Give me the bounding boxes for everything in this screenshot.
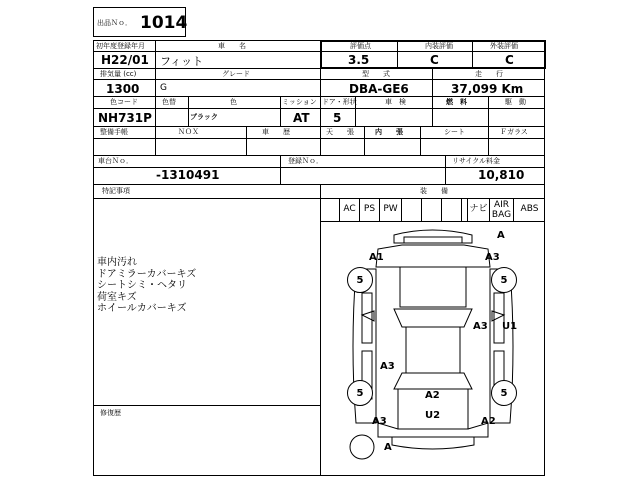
mark-front-a: A [497, 230, 505, 241]
year-label: 初年度登録年月 [96, 42, 145, 50]
grade-value: G [160, 83, 167, 93]
equipment-label: 装 備 [420, 187, 448, 195]
tire-rear-left: 5 [347, 380, 373, 406]
registration-label: 登録Ｎｏ． [288, 157, 323, 165]
recycle-value: 10,810 [478, 168, 525, 182]
remark-item: ドアミラーカバーキズ [97, 268, 197, 280]
score-label: 評価点 [350, 42, 371, 50]
equipment-ac: AC [340, 198, 360, 222]
mark-front-right-a3: A3 [485, 252, 500, 263]
displacement-value: 1300 [106, 82, 140, 96]
grade-label: グレード [222, 70, 250, 78]
mark-front-left-a1: A1 [369, 252, 384, 263]
doors-value: 5 [333, 111, 342, 125]
ceiling-label: 天 張 [326, 128, 354, 136]
model-label: 型 式 [362, 70, 390, 78]
manual-label: 整備手帳 [100, 128, 128, 136]
lot-number: 1014 [140, 13, 188, 33]
equipment-cell-blank [320, 198, 340, 222]
remark-item: ホイールカバーキズ [97, 303, 187, 314]
lot-number-label: 出品Ｎｏ． [97, 19, 132, 27]
interior-label: 内装評価 [425, 42, 453, 50]
remarks-list [97, 257, 317, 315]
equipment-grid [320, 198, 545, 222]
color-label: 色 [230, 98, 237, 106]
fuel-label: 燃 料 [446, 98, 467, 106]
exterior-value: C [505, 53, 514, 67]
mission-value: AT [293, 111, 310, 125]
equipment-pw: PW [380, 198, 402, 222]
mark-wheel-a: A [384, 442, 392, 453]
mark-mid-right-u1: U1 [502, 321, 518, 332]
tire-rear-right: 5 [491, 380, 517, 406]
nox-label: ＮＯＸ [178, 128, 199, 136]
drive-label: 駆 動 [505, 98, 526, 106]
equipment-cell-blank [422, 198, 442, 222]
mark-rear-left-a3: A3 [380, 361, 395, 372]
equipment-abs: ABS [520, 204, 539, 214]
seat-label: シート [444, 128, 465, 136]
doors-label: ドア・形状 [322, 98, 357, 106]
interior-trim-label: 内 張 [375, 128, 403, 136]
mark-rear-center-u2: U2 [425, 410, 441, 421]
mark-rear-left-corner-a3: A3 [372, 416, 387, 427]
chassis-label: 車台Ｎｏ． [98, 157, 133, 165]
equipment-navi: ナビ [468, 198, 490, 222]
tire-front-left: 5 [347, 267, 373, 293]
name-label: 車 名 [218, 42, 246, 50]
lot-number-box [93, 7, 186, 37]
mileage-value: 37,099 Km [451, 82, 524, 96]
color-tone-label: 色替 [162, 98, 176, 106]
equipment-airbag: AIR BAG [490, 198, 514, 222]
remark-item: 荷室キズ [97, 291, 137, 303]
equipment-cell-blank [442, 198, 462, 222]
interior-value: C [430, 53, 439, 67]
displacement-label: 排気量 (cc) [100, 70, 137, 78]
history-label: 車 歴 [262, 128, 290, 136]
car-name-value: フィット [160, 55, 204, 68]
mission-label: ミッション [282, 98, 317, 106]
mark-rear-center-a2: A2 [425, 390, 440, 401]
notes-label: 特記事項 [102, 187, 130, 195]
glass-label: Ｆガラス [500, 128, 528, 136]
equipment-cell-blank [402, 198, 422, 222]
remark-item: 車内汚れ [97, 257, 137, 268]
color-value: ブラック [190, 113, 218, 121]
car-diagram [322, 223, 544, 475]
recycle-label: リサイクル料金 [452, 157, 501, 165]
mileage-label: 走 行 [475, 70, 503, 78]
year-value: H22/01 [101, 53, 149, 67]
tire-front-right: 5 [491, 267, 517, 293]
equipment-ps: PS [360, 198, 380, 222]
repair-history-label: 修復歴 [100, 409, 121, 417]
color-code-label: 色コード [110, 98, 138, 106]
exterior-label: 外装評価 [490, 42, 518, 50]
color-code-value: NH731P [98, 111, 152, 125]
chassis-value: -1310491 [156, 168, 220, 182]
mark-mid-right-a3: A3 [473, 321, 488, 332]
inspection-label: 車 検 [385, 98, 406, 106]
remark-item: シートシミ・ヘタリ [97, 280, 187, 291]
model-value: DBA-GE6 [349, 82, 409, 96]
mark-rear-right-corner-a2: A2 [481, 416, 496, 427]
score-value: 3.5 [348, 53, 370, 67]
